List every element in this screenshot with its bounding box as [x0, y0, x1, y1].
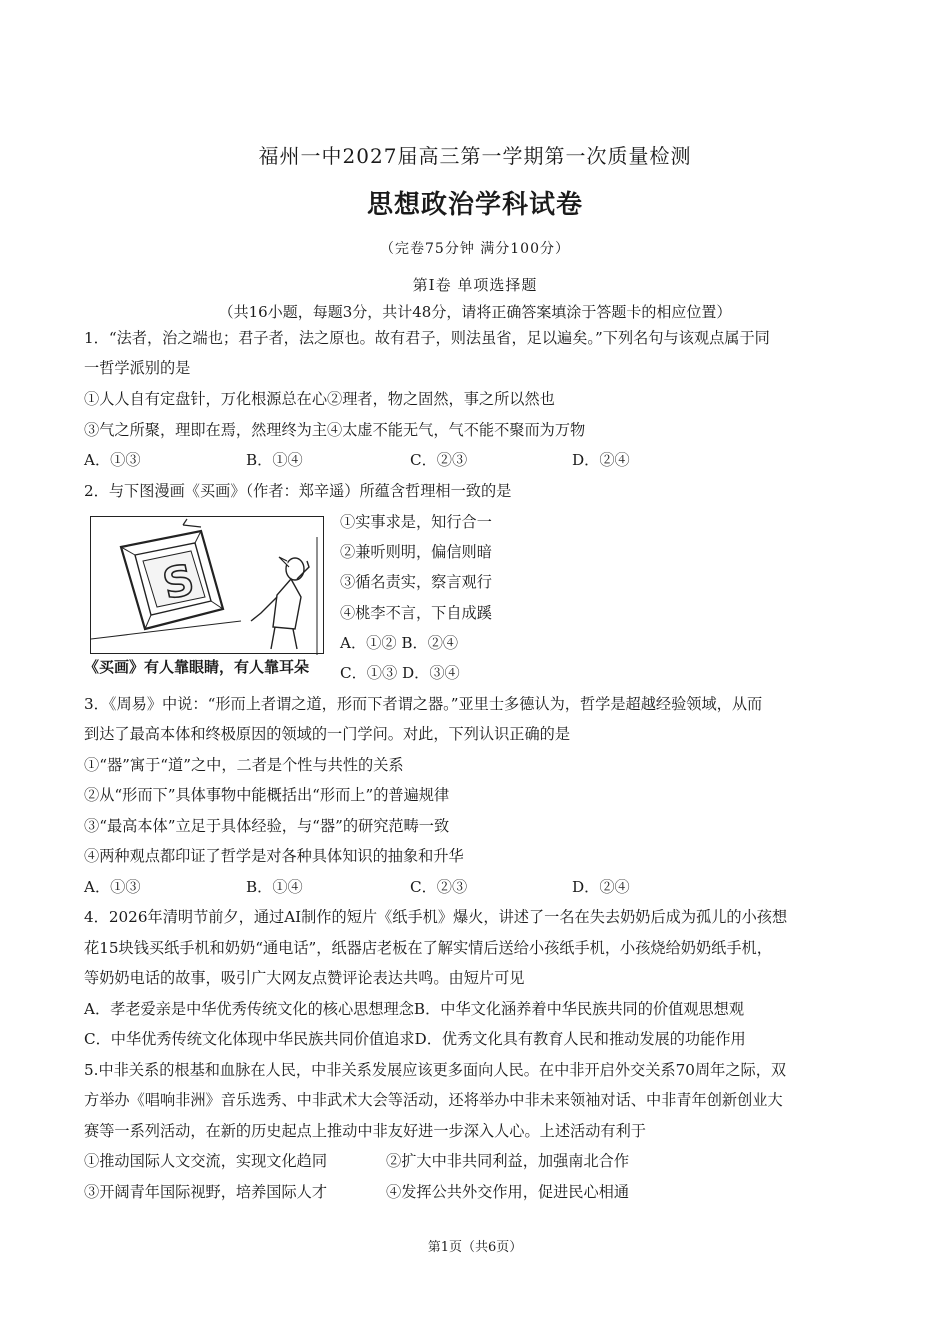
q1-option-d: D．②④: [572, 451, 630, 469]
q3-option-c: C．②③: [410, 878, 468, 896]
section-title: 第Ⅰ卷 单项选择题: [412, 276, 538, 294]
q5-item-4: ④发挥公共外交作用，促进民心相通: [386, 1183, 629, 1201]
q3-option-b: B．①④: [246, 878, 303, 896]
q3-item-4: ④两种观点都印证了哲学是对各种具体知识的抽象和升华: [84, 847, 464, 865]
svg-text:S: S: [158, 554, 199, 609]
q5-item-2: ②扩大中非共同利益，加强南北合作: [386, 1152, 629, 1170]
q5-stem-line3: 赛等一系列活动，在新的历史起点上推动中非友好进一步深入人心。上述活动有利于: [84, 1122, 646, 1140]
q4-stem-line1: 4．2026年清明节前夕，通过AI制作的短片《纸手机》爆火，讲述了一名在失去奶奶后成为孤儿的小孩想: [84, 908, 788, 926]
q1-option-a: A．①③: [84, 451, 141, 469]
q1-options: [84, 450, 784, 470]
page-footer: 第1页（共6页）: [427, 1240, 523, 1255]
q4-stem-line3: 等奶奶电话的故事，吸引广大网友点赞评论表达共鸣。由短片可见: [84, 969, 525, 987]
q1-stem-line1: 1．“法者，治之端也；君子者，法之原也。故有君子，则法虽省，足以遍矣。”下列名句与该观点属于同: [84, 329, 770, 347]
q3-item-1: ①“器”寓于“道”之中，二者是个性与共性的关系: [84, 756, 404, 774]
q5-items-row2: [84, 1182, 784, 1202]
q3-stem-line1: 3．《周易》中说：“形而上者谓之道，形而下者谓之器。”亚里士多德认为，哲学是超越经验领域，从而: [84, 695, 763, 713]
q3-options: [84, 877, 784, 897]
q1-items-line2: ③气之所聚，理即在焉，然理终为主④太虚不能无气，气不能不聚而为万物: [84, 421, 586, 439]
comic-drawing: [91, 517, 325, 655]
q1-items-line1: ①人人自有定盘针，万化根源总在心②理者，物之固然，事之所以然也: [84, 390, 555, 408]
q5-stem-line1: 5.中非关系的根基和血脉在人民，中非关系发展应该更多面向人民。在中非开启外交关系70周年之际，双: [84, 1061, 787, 1079]
exam-title: 福州一中2027届高三第一学期第一次质量检测: [258, 144, 692, 168]
q2-item-1: ①实事求是，知行合一: [340, 513, 492, 531]
time-score-note: （完卷75分钟 满分100分）: [380, 241, 570, 257]
q2-item-4: ④桃李不言，下自成蹊: [340, 604, 492, 622]
q4-options-line2: C．中华优秀传统文化体现中华民族共同价值追求D．优秀文化具有教育人民和推动发展的功能作用: [84, 1030, 746, 1048]
comic-image: [90, 516, 324, 654]
q1-option-b: B．①④: [246, 451, 303, 469]
q3-item-2: ②从“形而下”具体事物中能概括出“形而上”的普遍规律: [84, 786, 450, 804]
q2-options-line2: C．①③ D．③④: [340, 664, 460, 682]
q2-item-3: ③循名责实，察言观行: [340, 573, 492, 591]
q5-stem-line2: 方举办《唱响非洲》音乐选秀、中非武术大会等活动，还将举办中非未来领袖对话、中非青年创新创业大: [84, 1091, 783, 1109]
q5-items-row1: [84, 1151, 784, 1171]
q2-item-2: ②兼听则明，偏信则暗: [340, 543, 492, 561]
comic-caption: 《买画》有人靠眼睛，有人靠耳朵: [84, 658, 310, 676]
q3-stem-line2: 到达了最高本体和终极原因的领域的一门学问。对此，下列认识正确的是: [84, 725, 570, 743]
q1-option-c: C．②③: [410, 451, 468, 469]
q3-option-a: A．①③: [84, 878, 141, 896]
q4-stem-line2: 花15块钱买纸手机和奶奶“通电话”，纸器店老板在了解实情后送给小孩纸手机，小孩烧给奶奶纸手机，: [84, 939, 772, 957]
q5-item-1: ①推动国际人文交流，实现文化趋同: [84, 1152, 327, 1170]
q3-option-d: D．②④: [572, 878, 630, 896]
q5-item-3: ③开阔青年国际视野，培养国际人才: [84, 1183, 327, 1201]
q2-stem: 2．与下图漫画《买画》（作者：郑辛遥）所蕴含哲理相一致的是: [84, 482, 512, 500]
q4-options-line1: A．孝老爱亲是中华优秀传统文化的核心思想理念B．中华文化涵养着中华民族共同的价值观思想观: [84, 1000, 745, 1018]
q1-stem-line2: 一哲学派别的是: [84, 359, 191, 377]
section-instruction: （共16小题，每题3分，共计48分，请将正确答案填涂于答题卡的相应位置）: [218, 303, 732, 321]
subject-title: 思想政治学科试卷: [366, 190, 583, 220]
q3-item-3: ③“最高本体”立足于具体经验，与“器”的研究范畴一致: [84, 817, 450, 835]
q2-options-line1: A．①② B．②④: [340, 634, 459, 652]
